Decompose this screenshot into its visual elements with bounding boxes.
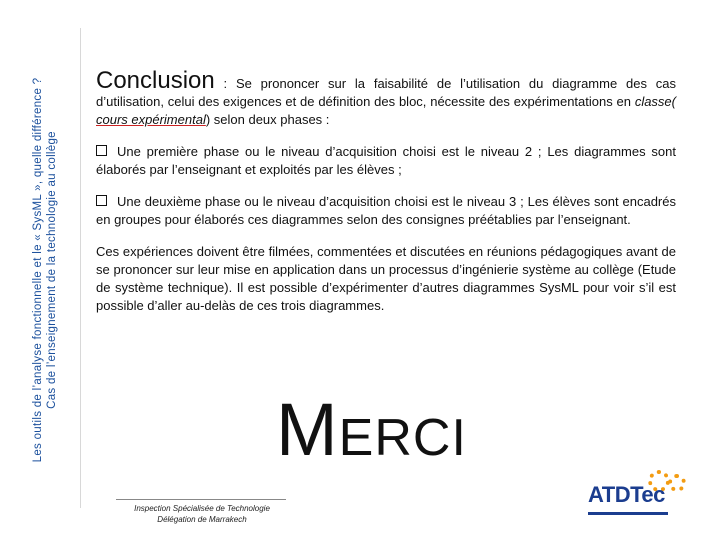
footer-line1: Inspection Spécialisée de Technologie xyxy=(134,504,270,513)
footer-divider xyxy=(116,499,286,500)
closing-paragraph: Ces expériences doivent être filmées, commentées et discutées en réunions pédagogiques avant de se prononcer sur leur mise en application dans un processus d’ingénierie système au collège (Etude de système technique). Il est possible d’expérimenter d’autres diagrammes SysML pour voir s’il est possible d’aller au-delàs de ces trois diagrammes. xyxy=(96,244,676,313)
footer xyxy=(112,503,292,525)
merci-rest: ERCI xyxy=(338,409,467,467)
divider xyxy=(80,28,81,508)
intro-paragraph xyxy=(96,67,676,129)
bullet-item-2 xyxy=(96,193,676,229)
footer-line2: Délégation de Marrakech xyxy=(157,515,247,524)
logo-text: ATDTec xyxy=(588,482,665,507)
side-title-line1: Les outils de l’analyse fonctionnelle et le « SysML », quelle différence ? xyxy=(32,77,44,463)
intro-italic: classe( xyxy=(634,94,676,109)
logo-underline xyxy=(588,512,668,515)
gear-icon-small xyxy=(668,474,686,492)
bullet-item-1 xyxy=(96,143,676,179)
checkbox-bullet-icon xyxy=(96,195,107,206)
intro-end: ) selon deux phases : xyxy=(205,112,330,127)
side-title-line2: Cas de l’enseignement de la technologie au collège xyxy=(46,131,58,409)
bullet-text-1: Une première phase ou le niveau d’acquisition choisi est le niveau 2 ; Les diagrammes sont élaborés par l’enseignant et exploités par les élèves ; xyxy=(96,144,676,177)
conclusion-heading: Conclusion xyxy=(96,67,215,94)
checkbox-bullet-icon xyxy=(96,145,107,156)
side-title xyxy=(0,0,90,540)
merci-first-letter: M xyxy=(276,388,339,471)
bullet-text-2: Une deuxième phase ou le niveau d’acquisition choisi est le niveau 3 ; Les élèves sont encadrés en groupes pour élaborés ces diagrammes selon des consignes préétablies par l’enseignant. xyxy=(96,194,676,227)
conclusion-section xyxy=(96,67,676,324)
intro-text: : Se prononcer sur la faisabilité de l’utilisation du diagramme des cas d’utilisation, celui des exigences et de définition des bloc, nécessite des expérimentations en xyxy=(96,76,676,109)
atdtec-logo xyxy=(588,472,698,522)
intro-highlight: cours expérimental xyxy=(96,112,206,127)
merci-title xyxy=(276,390,467,478)
